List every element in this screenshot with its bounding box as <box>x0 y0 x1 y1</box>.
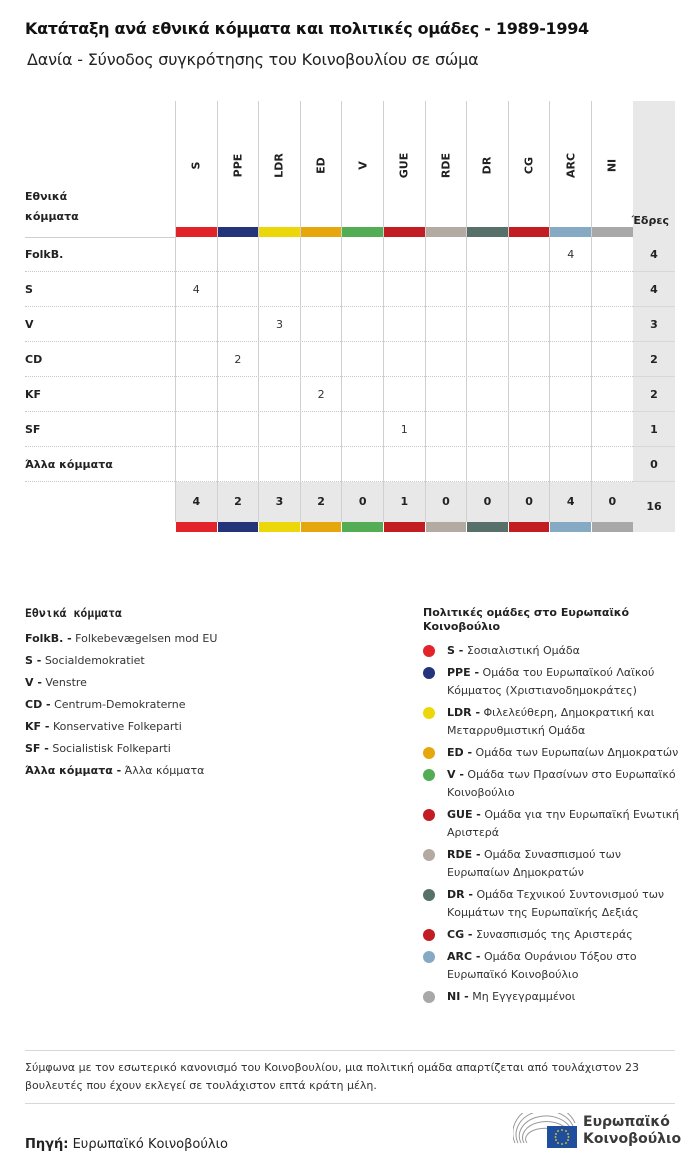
party-code: V - <box>25 676 42 689</box>
seat-cell <box>466 272 508 307</box>
column-header-cg <box>508 101 550 237</box>
seat-cell <box>175 412 217 447</box>
seat-cell <box>383 447 425 482</box>
table-row <box>25 447 675 482</box>
column-total: 0 <box>508 482 550 522</box>
group-color-dot-icon <box>423 707 435 719</box>
group-full-name: Ομάδα των Ευρωπαίων Δημοκρατών <box>475 746 679 759</box>
group-color-bar <box>426 227 467 237</box>
group-color-bar <box>342 227 383 237</box>
group-color-dot-icon <box>423 889 435 901</box>
seat-cell <box>508 412 550 447</box>
seat-cell <box>383 342 425 377</box>
group-legend-item <box>423 664 683 700</box>
group-color-bar <box>425 522 467 532</box>
group-color-bar <box>549 522 591 532</box>
party-code: S - <box>25 654 42 667</box>
group-code: ARC - <box>447 950 481 963</box>
group-color-dot-icon <box>423 667 435 679</box>
seat-cell <box>300 447 342 482</box>
group-color-dot-icon <box>423 929 435 941</box>
seat-cell <box>549 412 591 447</box>
party-full-name: Venstre <box>45 676 87 689</box>
seat-cell: 3 <box>258 307 300 342</box>
group-color-bar <box>175 522 217 532</box>
group-full-name: Ομάδα Συνασπισμού των Ευρωπαίων Δημοκρατών <box>447 848 621 879</box>
group-color-bar <box>384 227 425 237</box>
column-total: 2 <box>300 482 342 522</box>
seat-cell <box>258 412 300 447</box>
group-color-bar <box>591 522 633 532</box>
totals-row <box>25 482 675 532</box>
column-code: CG <box>522 156 536 175</box>
seat-cell <box>383 377 425 412</box>
group-color-bar <box>508 522 550 532</box>
seat-cell <box>217 272 259 307</box>
national-legend-item <box>25 672 385 694</box>
table-row <box>25 272 675 307</box>
seat-cell <box>549 307 591 342</box>
group-color-bar <box>592 227 633 237</box>
group-color-dot-icon <box>423 951 435 963</box>
seat-cell <box>175 377 217 412</box>
column-total: 2 <box>217 482 259 522</box>
seat-cell: 2 <box>300 377 342 412</box>
seat-cell <box>425 412 467 447</box>
column-total: 4 <box>175 482 217 522</box>
seat-cell <box>466 237 508 272</box>
group-code: RDE - <box>447 848 481 861</box>
column-header-arc <box>549 101 591 237</box>
column-code: DR <box>480 156 494 175</box>
group-code: S - <box>447 644 464 657</box>
seat-cell <box>341 237 383 272</box>
party-code: CD - <box>25 698 51 711</box>
party-name: V <box>25 318 34 331</box>
seat-cell <box>217 447 259 482</box>
group-color-bar <box>217 522 259 532</box>
column-total: 0 <box>341 482 383 522</box>
column-total: 3 <box>258 482 300 522</box>
seat-cell <box>217 307 259 342</box>
grand-total: 16 <box>633 482 675 532</box>
group-full-name: Φιλελεύθερη, Δημοκρατική και Μεταρρυθμιστική Ομάδα <box>447 706 655 737</box>
seat-cell <box>425 272 467 307</box>
row-header-line1: Εθνικά <box>25 190 68 203</box>
seat-cell <box>508 237 550 272</box>
column-header-rde <box>425 101 467 237</box>
column-total: 0 <box>425 482 467 522</box>
seat-cell: 1 <box>383 412 425 447</box>
seat-cell <box>175 447 217 482</box>
party-full-name: Folkebevægelsen mod EU <box>75 632 218 645</box>
group-legend-item <box>423 988 683 1006</box>
seat-cell <box>425 237 467 272</box>
party-name: S <box>25 283 33 296</box>
group-color-dot-icon <box>423 991 435 1003</box>
european-parliament-logo <box>513 1110 682 1154</box>
seat-cell: 4 <box>549 237 591 272</box>
seats-header-label: Έδρες <box>631 214 669 227</box>
political-groups-legend <box>423 606 683 1010</box>
group-color-bar <box>218 227 259 237</box>
national-legend-item <box>25 738 385 760</box>
group-full-name: Ομάδα των Πρασίνων στο Ευρωπαϊκό Κοινοβούλιο <box>447 768 676 799</box>
table-row <box>25 412 675 447</box>
table-row <box>25 342 675 377</box>
group-code: ED - <box>447 746 473 759</box>
seat-cell <box>425 377 467 412</box>
seat-cell <box>217 377 259 412</box>
group-full-name: Μη Εγγεγραμμένοι <box>472 990 576 1003</box>
seat-cell <box>508 377 550 412</box>
group-legend-item <box>423 642 683 660</box>
logo-line2: Κοινοβούλιο <box>583 1131 682 1147</box>
group-legend-title: Πολιτικές ομάδες στο Ευρωπαϊκό Κοινοβούλιο <box>423 606 630 633</box>
seat-cell <box>425 447 467 482</box>
seat-cell <box>383 272 425 307</box>
seat-cell <box>591 377 633 412</box>
table-body <box>25 237 675 482</box>
group-legend-item <box>423 886 683 922</box>
seat-cell <box>591 342 633 377</box>
divider <box>25 1050 675 1051</box>
seats-column-header <box>633 101 675 237</box>
row-header-line2: κόμματα <box>25 210 79 223</box>
divider <box>25 1103 675 1104</box>
seat-cell <box>258 272 300 307</box>
group-legend-item <box>423 948 683 984</box>
group-code: DR - <box>447 888 473 901</box>
column-code: NI <box>605 158 619 173</box>
national-legend-item <box>25 650 385 672</box>
seat-cell <box>341 412 383 447</box>
column-header-ppe <box>217 101 259 237</box>
seat-cell <box>425 307 467 342</box>
row-seat-total: 2 <box>633 342 675 377</box>
column-code: ARC <box>564 152 578 179</box>
group-full-name: Ομάδα για την Ευρωπαϊκή Ενωτική Αριστερά <box>447 808 680 839</box>
party-name: CD <box>25 353 43 366</box>
column-header-ldr <box>258 101 300 237</box>
group-color-bar <box>467 227 508 237</box>
party-full-name: Centrum-Demokraterne <box>54 698 186 711</box>
national-legend-title: Εθνικά κόμματα <box>25 606 122 620</box>
party-name: SF <box>25 423 41 436</box>
seat-cell <box>341 272 383 307</box>
group-color-bar <box>301 227 342 237</box>
column-header-ni <box>591 101 633 237</box>
seat-cell: 4 <box>175 272 217 307</box>
group-legend-item <box>423 926 683 944</box>
column-header-gue <box>383 101 425 237</box>
national-legend-item <box>25 694 385 716</box>
group-code: LDR - <box>447 706 481 719</box>
seat-cell <box>341 307 383 342</box>
logo-line1: Ευρωπαϊκό <box>583 1114 670 1130</box>
group-color-bar <box>466 522 508 532</box>
seat-cell <box>300 412 342 447</box>
seat-cell <box>591 272 633 307</box>
group-color-bar <box>258 522 300 532</box>
seat-cell <box>508 342 550 377</box>
seat-cell <box>383 237 425 272</box>
seat-distribution-table <box>25 101 675 532</box>
column-total: 1 <box>383 482 425 522</box>
seat-cell <box>591 412 633 447</box>
seat-cell <box>591 237 633 272</box>
seat-cell <box>508 272 550 307</box>
seat-cell <box>300 342 342 377</box>
seat-cell <box>341 377 383 412</box>
seat-cell <box>549 447 591 482</box>
seat-cell <box>591 307 633 342</box>
table-header <box>25 101 675 237</box>
row-seat-total: 0 <box>633 447 675 482</box>
party-name: Άλλα κόμματα <box>25 458 113 471</box>
table-row <box>25 237 675 272</box>
group-legend-item <box>423 704 683 740</box>
column-total: 0 <box>591 482 633 522</box>
seat-cell <box>508 447 550 482</box>
seat-cell <box>425 342 467 377</box>
seat-cell <box>549 377 591 412</box>
seat-cell <box>508 307 550 342</box>
seat-cell <box>591 447 633 482</box>
national-legend-item <box>25 628 385 650</box>
source-value: Ευρωπαϊκό Κοινοβούλιο <box>72 1137 228 1152</box>
national-parties-legend <box>25 606 385 782</box>
source-label: Πηγή: <box>25 1137 69 1152</box>
group-color-dot-icon <box>423 769 435 781</box>
seat-cell <box>300 237 342 272</box>
seat-cell <box>258 342 300 377</box>
party-code: SF - <box>25 742 49 755</box>
table-row <box>25 307 675 342</box>
group-code: V - <box>447 768 464 781</box>
group-color-dot-icon <box>423 645 435 657</box>
seat-cell <box>466 342 508 377</box>
row-seat-total: 1 <box>633 412 675 447</box>
party-code: FolkB. - <box>25 632 72 645</box>
party-code: KF - <box>25 720 50 733</box>
group-legend-item <box>423 806 683 842</box>
seat-cell <box>466 447 508 482</box>
column-code: RDE <box>439 152 453 179</box>
group-color-dot-icon <box>423 809 435 821</box>
seat-cell <box>341 447 383 482</box>
group-color-bar <box>259 227 300 237</box>
seat-cell <box>175 342 217 377</box>
seat-cell <box>300 272 342 307</box>
row-seat-total: 2 <box>633 377 675 412</box>
party-full-name: Socialistisk Folkeparti <box>52 742 171 755</box>
group-code: CG - <box>447 928 473 941</box>
seat-cell <box>466 412 508 447</box>
seat-cell <box>300 307 342 342</box>
group-color-bar <box>300 522 342 532</box>
group-legend-item <box>423 766 683 802</box>
seat-cell <box>466 377 508 412</box>
group-full-name: Ομάδα Τεχνικού Συντονισμού των Κομμάτων της Ευρωπαϊκής Δεξιάς <box>447 888 665 919</box>
party-name: FolkB. <box>25 248 64 261</box>
seat-cell <box>217 237 259 272</box>
group-legend-item <box>423 846 683 882</box>
group-color-bar <box>550 227 591 237</box>
page-title: Κατάταξη ανά εθνικά κόμματα και πολιτικές ομάδες - 1989-1994 <box>25 19 589 38</box>
group-color-dot-icon <box>423 747 435 759</box>
party-full-name: Άλλα κόμματα <box>124 764 205 777</box>
source-line <box>25 1137 228 1152</box>
european-parliament-hemicycle-eu-flag-icon <box>513 1113 579 1151</box>
group-color-bar <box>383 522 425 532</box>
party-full-name: Socialdemokratiet <box>44 654 145 667</box>
column-code: LDR <box>272 153 286 178</box>
group-code: GUE - <box>447 808 481 821</box>
seat-cell <box>549 342 591 377</box>
party-full-name: Konservative Folkeparti <box>52 720 182 733</box>
logo-text <box>583 1114 681 1148</box>
seat-cell <box>341 342 383 377</box>
column-code: PPE <box>231 153 245 178</box>
group-color-bar <box>176 227 217 237</box>
column-total: 4 <box>549 482 591 522</box>
column-code: V <box>356 161 370 170</box>
national-legend-item <box>25 716 385 738</box>
group-color-dot-icon <box>423 849 435 861</box>
national-legend-item <box>25 760 385 782</box>
group-color-bar <box>341 522 383 532</box>
group-color-bar <box>509 227 550 237</box>
row-seat-total: 4 <box>633 272 675 307</box>
seat-cell <box>258 377 300 412</box>
column-code: GUE <box>397 152 411 179</box>
seat-cell <box>258 447 300 482</box>
seat-cell <box>549 272 591 307</box>
page-subtitle: Δανία - Σύνοδος συγκρότησης του Κοινοβουλίου σε σώμα <box>27 50 479 69</box>
column-code: S <box>189 161 203 170</box>
seat-cell <box>258 237 300 272</box>
seat-cell <box>175 237 217 272</box>
group-full-name: Συνασπισμός της Αριστεράς <box>476 928 633 941</box>
group-full-name: Ομάδα Ουράνιου Τόξου στο Ευρωπαϊκό Κοινοβούλιο <box>447 950 637 981</box>
group-full-name: Ομάδα του Ευρωπαϊκού Λαϊκού Κόμματος (Χριστιανοδημοκράτες) <box>447 666 655 697</box>
row-seat-total: 3 <box>633 307 675 342</box>
row-seat-total: 4 <box>633 237 675 272</box>
footnote: Σύμφωνα με τον εσωτερικό κανονισμό του Κοινοβουλίου, μια πολιτική ομάδα απαρτίζεται από τουλάχιστον 23 βουλευτές που έχουν εκλεγεί σε τουλάχιστον επτά κράτη μέλη. <box>25 1061 639 1092</box>
party-name: KF <box>25 388 42 401</box>
seat-cell <box>466 307 508 342</box>
group-code: PPE - <box>447 666 480 679</box>
row-header-label <box>25 187 79 227</box>
column-header-v <box>341 101 383 237</box>
seat-cell <box>383 307 425 342</box>
seat-cell: 2 <box>217 342 259 377</box>
column-code: ED <box>314 157 328 174</box>
group-legend-item <box>423 744 683 762</box>
column-header-s <box>175 101 217 237</box>
column-header-dr <box>466 101 508 237</box>
party-code: Άλλα κόμματα - <box>25 764 122 777</box>
seat-cell <box>175 307 217 342</box>
seat-cell <box>217 412 259 447</box>
column-header-ed <box>300 101 342 237</box>
table-row <box>25 377 675 412</box>
group-code: NI - <box>447 990 469 1003</box>
column-total: 0 <box>466 482 508 522</box>
group-full-name: Σοσιαλιστική Ομάδα <box>466 644 580 657</box>
